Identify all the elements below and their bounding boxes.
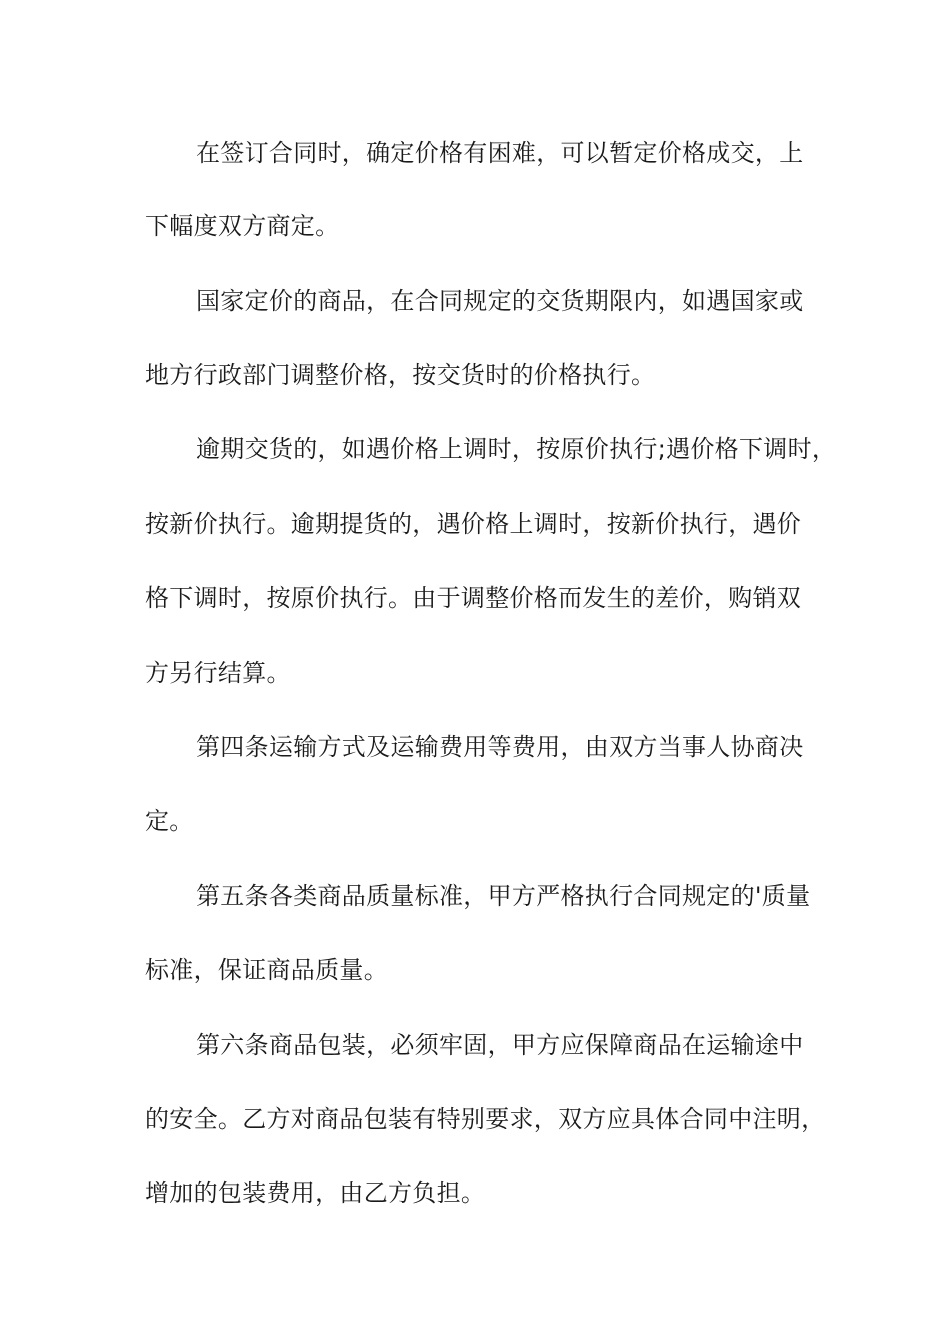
paragraph-3-line-2: 按新价执行。逾期提货的，遇价格上调时，按新价执行，遇价 bbox=[145, 510, 802, 538]
paragraph-6-line-3: 增加的包装费用，由乙方负担。 bbox=[145, 1179, 486, 1207]
paragraph-5-line-1: 第五条各类商品质量标准，甲方严格执行合同规定的'质量 bbox=[196, 882, 811, 910]
paragraph-4-line-2: 定。 bbox=[145, 807, 194, 835]
paragraph-6-line-1: 第六条商品包装，必须牢固，甲方应保障商品在运输途中 bbox=[196, 1031, 804, 1059]
paragraph-1-line-2: 下幅度双方商定。 bbox=[145, 212, 340, 240]
paragraph-2-line-1: 国家定价的商品，在合同规定的交货期限内，如遇国家或 bbox=[196, 287, 804, 315]
paragraph-1-line-1: 在签订合同时，确定价格有困难，可以暂定价格成交，上 bbox=[196, 139, 804, 167]
paragraph-4-line-1: 第四条运输方式及运输费用等费用，由双方当事人协商决 bbox=[196, 733, 804, 761]
paragraph-3-line-1: 逾期交货的，如遇价格上调时，按原价执行;遇价格下调时， bbox=[196, 435, 837, 463]
paragraph-3-line-3: 格下调时，按原价执行。由于调整价格而发生的差价，购销双 bbox=[145, 584, 802, 612]
paragraph-3-line-4: 方另行结算。 bbox=[145, 659, 291, 687]
paragraph-2-line-2: 地方行政部门调整价格，按交货时的价格执行。 bbox=[145, 361, 656, 389]
paragraph-6-line-2: 的安全。乙方对商品包装有特别要求，双方应具体合同中注明， bbox=[145, 1105, 826, 1133]
paragraph-5-line-2: 标准，保证商品质量。 bbox=[145, 956, 388, 984]
